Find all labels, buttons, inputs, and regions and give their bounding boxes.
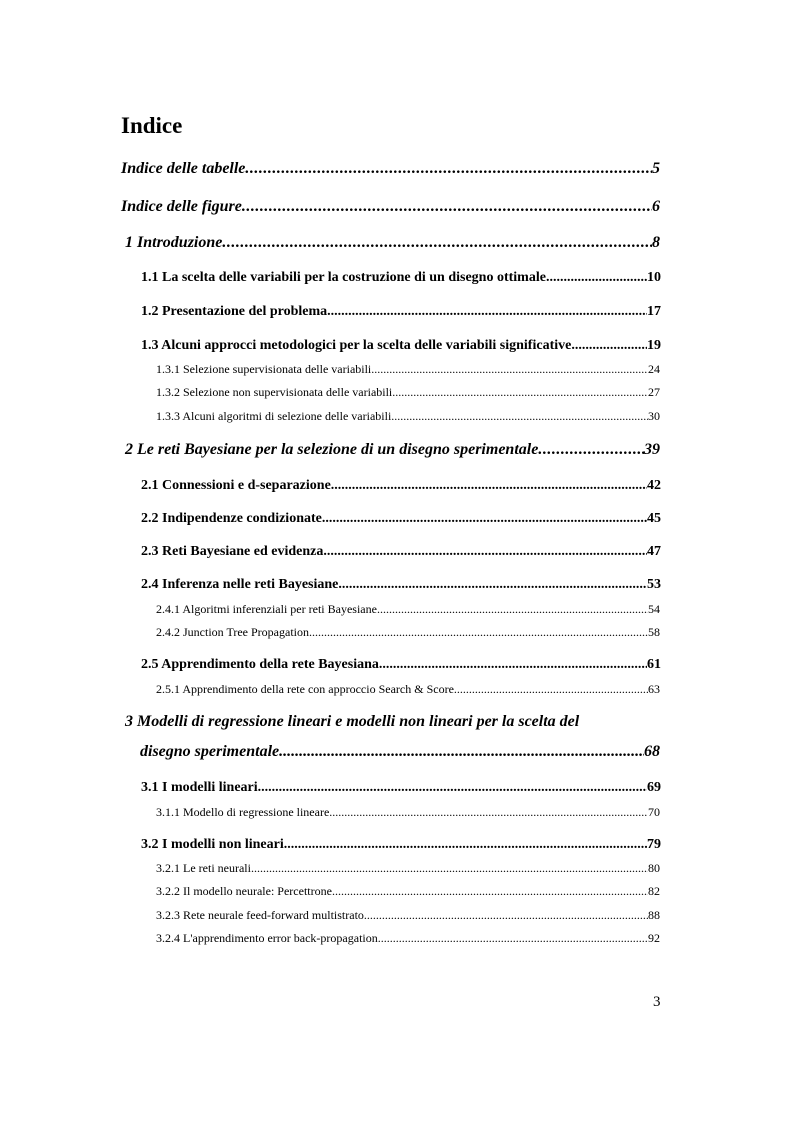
toc-entry-title: Indice delle tabelle	[121, 160, 246, 177]
toc-entry-page: 82	[648, 884, 660, 898]
toc-entry-title: 1.2 Presentazione del problema	[141, 304, 328, 319]
toc-leader-dots	[309, 625, 648, 640]
toc-entry[interactable]	[141, 270, 661, 286]
toc-leader-dots	[251, 861, 648, 876]
toc-entry[interactable]	[156, 682, 660, 697]
toc-leader-dots	[546, 270, 647, 286]
toc-entry-title: 3.2.2 Il modello neurale: Percettrone	[156, 884, 332, 898]
toc-entry-title: 3.2.4 L'apprendimento error back-propagation	[156, 931, 378, 945]
toc-entry[interactable]	[141, 577, 661, 593]
toc-entry[interactable]	[156, 861, 660, 876]
toc-entry-page: 6	[652, 198, 660, 215]
toc-entry-title: 2.4 Inferenza nelle reti Bayesiane	[141, 577, 339, 592]
toc-leader-dots	[258, 780, 647, 796]
toc-entry-title: 3.1 I modelli lineari	[141, 780, 258, 795]
toc-entry-page: 53	[647, 577, 661, 592]
toc-leader-dots	[392, 385, 648, 400]
toc-leader-dots	[379, 657, 647, 673]
toc-entry-title: 1.1 La scelta delle variabili per la costruzione di un disegno ottimale	[141, 270, 546, 285]
toc-entry-page: 39	[644, 441, 660, 458]
toc-entry-title: 2.3 Reti Bayesiane ed evidenza	[141, 544, 324, 559]
toc-entry-page: 54	[648, 602, 660, 616]
toc-leader-dots	[371, 362, 648, 377]
toc-entry-title: 1 Introduzione	[125, 234, 223, 251]
toc-leader-dots	[331, 478, 647, 494]
toc-leader-dots	[327, 304, 647, 320]
toc-entry-title: 1.3.1 Selezione supervisionata delle variabili	[156, 362, 372, 376]
toc-entry[interactable]	[141, 304, 661, 320]
toc-entry-title-continued: disegno sperimentale	[140, 743, 280, 760]
toc-entry[interactable]	[141, 338, 661, 354]
toc-entry-title: 3 Modelli di regressione lineari e modelli non lineari per la scelta del	[125, 713, 580, 730]
toc-entry-page: 79	[647, 837, 661, 852]
toc-entry-title: 3.2.1 Le reti neurali	[156, 861, 251, 875]
toc-entry[interactable]	[125, 441, 660, 459]
toc-entry-title: 2.2 Indipendenze condizionate	[141, 511, 322, 526]
toc-entry-page: 27	[648, 385, 660, 399]
toc-entry[interactable]	[156, 931, 660, 946]
toc-entry-page: 45	[647, 511, 661, 526]
page-number: 3	[653, 994, 661, 1010]
toc-entry-page: 69	[647, 780, 661, 795]
toc-entry[interactable]	[141, 511, 661, 527]
toc-entry-title: 1.3.3 Alcuni algoritmi di selezione delle variabili	[156, 409, 392, 423]
toc-entry[interactable]	[156, 625, 660, 640]
toc-entry[interactable]	[141, 837, 661, 853]
toc-leader-dots	[222, 234, 652, 252]
toc-entry-page: 10	[647, 270, 661, 285]
toc-leader-dots	[391, 409, 648, 424]
toc-entry-page: 63	[648, 682, 660, 696]
toc-entry-title: 2 Le reti Bayesiane per la selezione di un disegno sperimentale	[125, 441, 539, 458]
toc-leader-dots	[364, 908, 648, 923]
toc-entry-title: 3.2 I modelli non lineari	[141, 837, 284, 852]
toc-leader-dots	[332, 884, 648, 899]
toc-entry-page: 80	[648, 861, 660, 875]
toc-entry-page: 70	[648, 805, 660, 819]
toc-entry[interactable]	[121, 160, 660, 178]
toc-leader-dots	[284, 837, 647, 853]
toc-entry[interactable]	[156, 602, 660, 617]
toc-entry[interactable]	[156, 409, 660, 424]
toc-leader-dots	[454, 682, 648, 697]
toc-entry-title: 2.4.1 Algoritmi inferenziali per reti Bayesiane	[156, 602, 377, 616]
toc-entry-page: 24	[648, 362, 660, 376]
toc-entry[interactable]	[125, 234, 660, 252]
toc-entry[interactable]	[121, 198, 660, 216]
toc-entry-page: 8	[652, 234, 660, 251]
toc-entry-page: 88	[648, 908, 660, 922]
toc-leader-dots	[329, 805, 648, 820]
toc-leader-dots	[378, 931, 648, 946]
toc-entry[interactable]	[156, 362, 660, 377]
toc-leader-dots	[377, 602, 648, 617]
toc-entry-title: 2.1 Connessioni e d-separazione	[141, 478, 331, 493]
toc-leader-dots	[279, 743, 644, 761]
toc-leader-dots	[538, 441, 644, 459]
toc-leader-dots	[338, 577, 647, 593]
toc-entry-page: 68	[644, 743, 660, 760]
toc-leader-dots	[242, 198, 652, 216]
toc-entry-title: 1.3.2 Selezione non supervisionata delle variabili	[156, 385, 393, 399]
toc-entry[interactable]	[156, 385, 660, 400]
toc-leader-dots	[322, 511, 647, 527]
toc-entry-page: 42	[647, 478, 661, 493]
toc-entry-title: 3.2.3 Rete neurale feed-forward multistrato	[156, 908, 364, 922]
toc-entry-page: 47	[647, 544, 661, 559]
page-title: Indice	[121, 113, 183, 138]
toc-entry-page: 17	[647, 304, 661, 319]
toc-entry-title: Indice delle figure	[121, 198, 242, 215]
toc-entry-title: 2.5.1 Apprendimento della rete con approccio Search & Score	[156, 682, 454, 696]
toc-entry-title: 2.4.2 Junction Tree Propagation	[156, 625, 309, 639]
toc-entry-page: 19	[647, 338, 661, 353]
toc-leader-dots	[571, 338, 647, 354]
toc-entry-title: 1.3 Alcuni approcci metodologici per la scelta delle variabili significative	[141, 338, 572, 353]
toc-entry-page: 58	[648, 625, 660, 639]
toc-entry[interactable]	[141, 657, 661, 673]
toc-entry-title: 3.1.1 Modello di regressione lineare	[156, 805, 330, 819]
toc-entry-title: 2.5 Apprendimento della rete Bayesiana	[141, 657, 379, 672]
toc-entry-page: 30	[648, 409, 660, 423]
toc-entry[interactable]	[156, 884, 660, 899]
toc-entry-page: 61	[647, 657, 661, 672]
toc-entry[interactable]	[141, 478, 661, 494]
toc-entry[interactable]	[156, 908, 660, 923]
toc-entry[interactable]	[141, 544, 661, 560]
toc-entry-page: 92	[648, 931, 660, 945]
toc-entry[interactable]	[156, 805, 660, 820]
toc-entry[interactable]	[141, 780, 661, 796]
toc-leader-dots	[323, 544, 647, 560]
toc-leader-dots	[245, 160, 652, 178]
toc-entry-page: 5	[652, 160, 660, 177]
